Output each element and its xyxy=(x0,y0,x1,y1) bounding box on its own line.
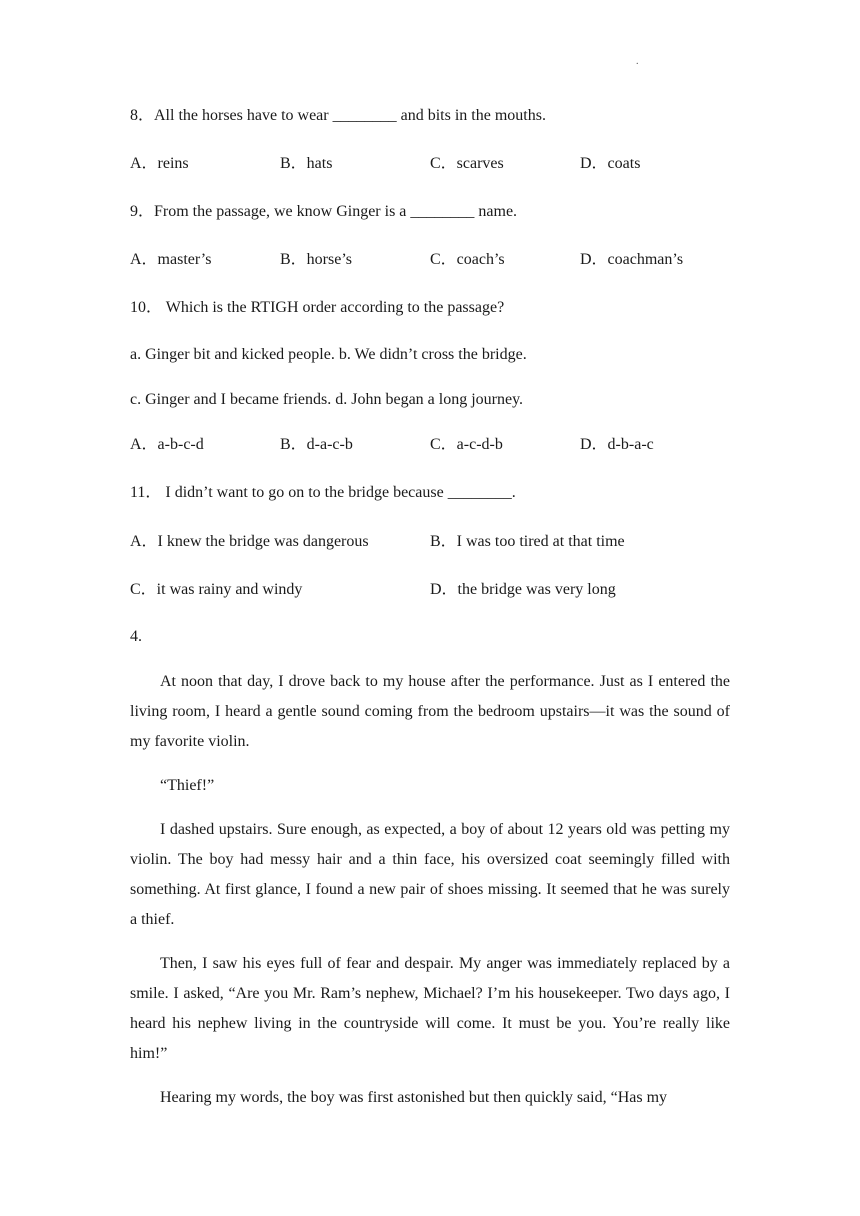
passage-paragraph-1-text: At noon that day, I drove back to my house after the performance. Just as I entered the living room, I heard a gentle sound coming from the bedroom upstairs—it was the sound of my favorite violin. xyxy=(130,673,730,750)
question-9-option-d: D．coachman’s xyxy=(580,251,684,268)
question-10-option-a: A．a-b-c-d xyxy=(130,436,204,453)
question-10-stem: 10． Which is the RTIGH order according to the passage? xyxy=(130,299,505,316)
question-9-option-a: A．master’s xyxy=(130,251,212,268)
passage-paragraph-3-text: I dashed upstairs. Sure enough, as expected, a boy of about 12 years old was petting my violin. The boy had messy hair and a thin face, his oversized coat seemingly filled with something. At first glance, I found a new pair of shoes missing. It seemed that he was surely a thief. xyxy=(130,821,730,928)
question-8-option-a: A．reins xyxy=(130,155,189,172)
question-9-option-b: B．horse’s xyxy=(280,251,353,268)
question-8-option-c: C．scarves xyxy=(430,155,504,172)
passage-paragraph-2-text: “Thief!” xyxy=(160,777,215,794)
question-10-option-d: D．d-b-a-c xyxy=(580,436,654,453)
question-11-stem: 11． I didn’t want to go on to the bridge because ________. xyxy=(130,484,516,501)
question-10-option-b: B．d-a-c-b xyxy=(280,436,353,453)
question-10-statement-2: c. Ginger and I became friends. d. John began a long journey. xyxy=(130,391,524,408)
question-8-stem: 8．All the horses have to wear ________ and bits in the mouths. xyxy=(130,107,546,124)
passage-paragraph-5-text: Hearing my words, the boy was first astonished but then quickly said, “Has my xyxy=(160,1089,668,1106)
passage-paragraph-1 xyxy=(130,667,730,757)
question-11-option-c: C．it was rainy and windy xyxy=(130,581,303,598)
question-9-option-c: C．coach’s xyxy=(430,251,505,268)
passage-paragraph-3 xyxy=(130,815,730,935)
section-number: 4. xyxy=(130,628,142,645)
question-9-stem: 9．From the passage, we know Ginger is a ________ name. xyxy=(130,203,518,220)
question-11-option-d: D．the bridge was very long xyxy=(430,581,616,598)
passage-paragraph-4 xyxy=(130,949,730,1069)
question-11-option-b: B．I was too tired at that time xyxy=(430,533,625,550)
question-10-statement-1: a. Ginger bit and kicked people. b. We didn’t cross the bridge. xyxy=(130,346,527,363)
header-mark: . xyxy=(636,56,639,67)
question-8-option-b: B．hats xyxy=(280,155,333,172)
question-11-option-a: A．I knew the bridge was dangerous xyxy=(130,533,369,550)
question-8-option-d: D．coats xyxy=(580,155,641,172)
passage-paragraph-2 xyxy=(130,771,730,801)
passage-paragraph-5 xyxy=(130,1083,730,1113)
passage-paragraph-4-text: Then, I saw his eyes full of fear and despair. My anger was immediately replaced by a smile. I asked, “Are you Mr. Ram’s nephew, Michael? I’m his housekeeper. Two days ago, I heard his nephew living in the countryside will come. It must be you. You’re really like him!” xyxy=(130,955,730,1062)
question-10-option-c: C．a-c-d-b xyxy=(430,436,503,453)
